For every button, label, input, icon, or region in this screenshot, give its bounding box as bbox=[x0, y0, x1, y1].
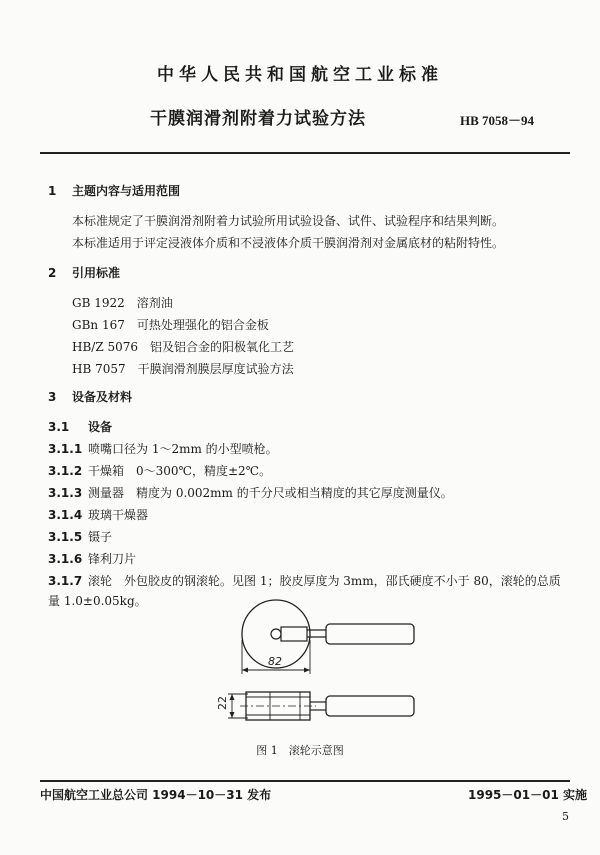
item-text: 镊子 bbox=[88, 530, 113, 544]
section-1-number: 1 bbox=[48, 184, 57, 198]
item-number: 3.1.7 bbox=[48, 574, 83, 588]
item-text: 喷嘴口径为 1～2mm 的小型喷枪。 bbox=[88, 442, 278, 456]
item-number: 3.1.2 bbox=[48, 464, 83, 478]
section-1-paragraph-1: 本标准规定了干膜润滑剂附着力试验所用试验设备、试件、试验程序和结果判断。 bbox=[72, 214, 505, 228]
section-3-number: 3 bbox=[48, 390, 57, 404]
section-3-title: 设备及材料 bbox=[72, 390, 133, 404]
reference-item: GB 1922 溶剂油 bbox=[72, 296, 173, 310]
document-title: 干膜润滑剂附着力试验方法 bbox=[150, 109, 366, 129]
equipment-item bbox=[48, 462, 271, 479]
roller-handle-side bbox=[326, 696, 414, 716]
item-text: 干燥箱 0～300℃，精度±2℃。 bbox=[88, 464, 272, 478]
page-number: 5 bbox=[562, 810, 569, 823]
item-text: 玻璃干燥器 bbox=[88, 508, 149, 522]
axle-hole bbox=[271, 629, 281, 639]
standard-series-title: 中华人民共和国航空工业标准 bbox=[157, 65, 443, 85]
effective-date: 1995－01－01 实施 bbox=[468, 788, 587, 802]
subsection-3-1-heading bbox=[48, 418, 112, 435]
equipment-item bbox=[48, 572, 561, 589]
item-text: 滚轮 外包胶皮的钢滚轮。见图 1；胶皮厚度为 3mm，邵氏硬度不小于 80，滚轮的总质 bbox=[88, 574, 561, 588]
subsection-3-1-number: 3.1 bbox=[48, 420, 70, 434]
arrow-head bbox=[242, 668, 248, 673]
item-text: 测量器 精度为 0.002mm 的千分尺或相当精度的其它厚度测量仪。 bbox=[88, 486, 453, 500]
item-number: 3.1.6 bbox=[48, 552, 83, 566]
section-1-title: 主题内容与适用范围 bbox=[72, 184, 181, 198]
section-1-heading bbox=[48, 182, 180, 199]
footer-rule bbox=[40, 780, 570, 782]
roller-figure bbox=[200, 596, 440, 738]
axle-fork bbox=[281, 627, 307, 641]
equipment-item bbox=[48, 440, 278, 457]
equipment-item bbox=[48, 484, 453, 501]
equipment-item bbox=[48, 506, 148, 523]
issuer-date: 中国航空工业总公司 1994－10－31 发布 bbox=[40, 788, 272, 802]
section-2-heading bbox=[48, 264, 120, 281]
arrow-head bbox=[230, 712, 235, 718]
item-number: 3.1.1 bbox=[48, 442, 83, 456]
document-code: HB 7058－94 bbox=[460, 113, 535, 128]
figure-caption: 图 1 滚轮示意图 bbox=[256, 744, 344, 757]
item-number: 3.1.3 bbox=[48, 486, 83, 500]
roller-handle bbox=[326, 624, 414, 644]
reference-item: GBn 167 可热处理强化的铝合金板 bbox=[72, 318, 269, 332]
section-3-heading bbox=[48, 388, 132, 405]
item-text: 锋利刀片 bbox=[88, 552, 137, 566]
dim-height-label: 22 bbox=[216, 696, 229, 710]
section-2-title: 引用标准 bbox=[72, 266, 121, 280]
equipment-item-continuation: 量 1.0±0.05kg。 bbox=[48, 594, 147, 608]
reference-item: HB 7057 干膜润滑剂膜层厚度试验方法 bbox=[72, 362, 294, 376]
reference-item: HB/Z 5076 铝及铝合金的阳极氧化工艺 bbox=[72, 340, 295, 354]
equipment-item bbox=[48, 528, 112, 545]
arrow-head bbox=[304, 668, 310, 673]
equipment-item bbox=[48, 550, 136, 567]
arrow-head bbox=[230, 694, 235, 700]
item-number: 3.1.5 bbox=[48, 530, 83, 544]
item-number: 3.1.4 bbox=[48, 508, 83, 522]
header-rule bbox=[40, 152, 570, 154]
section-1-paragraph-2: 本标准适用于评定浸液体介质和不浸液体介质干膜润滑剂对金属底材的粘附特性。 bbox=[72, 236, 505, 250]
subsection-3-1-title: 设备 bbox=[88, 420, 113, 434]
dim-width-label: 82 bbox=[268, 655, 282, 668]
section-2-number: 2 bbox=[48, 266, 57, 280]
